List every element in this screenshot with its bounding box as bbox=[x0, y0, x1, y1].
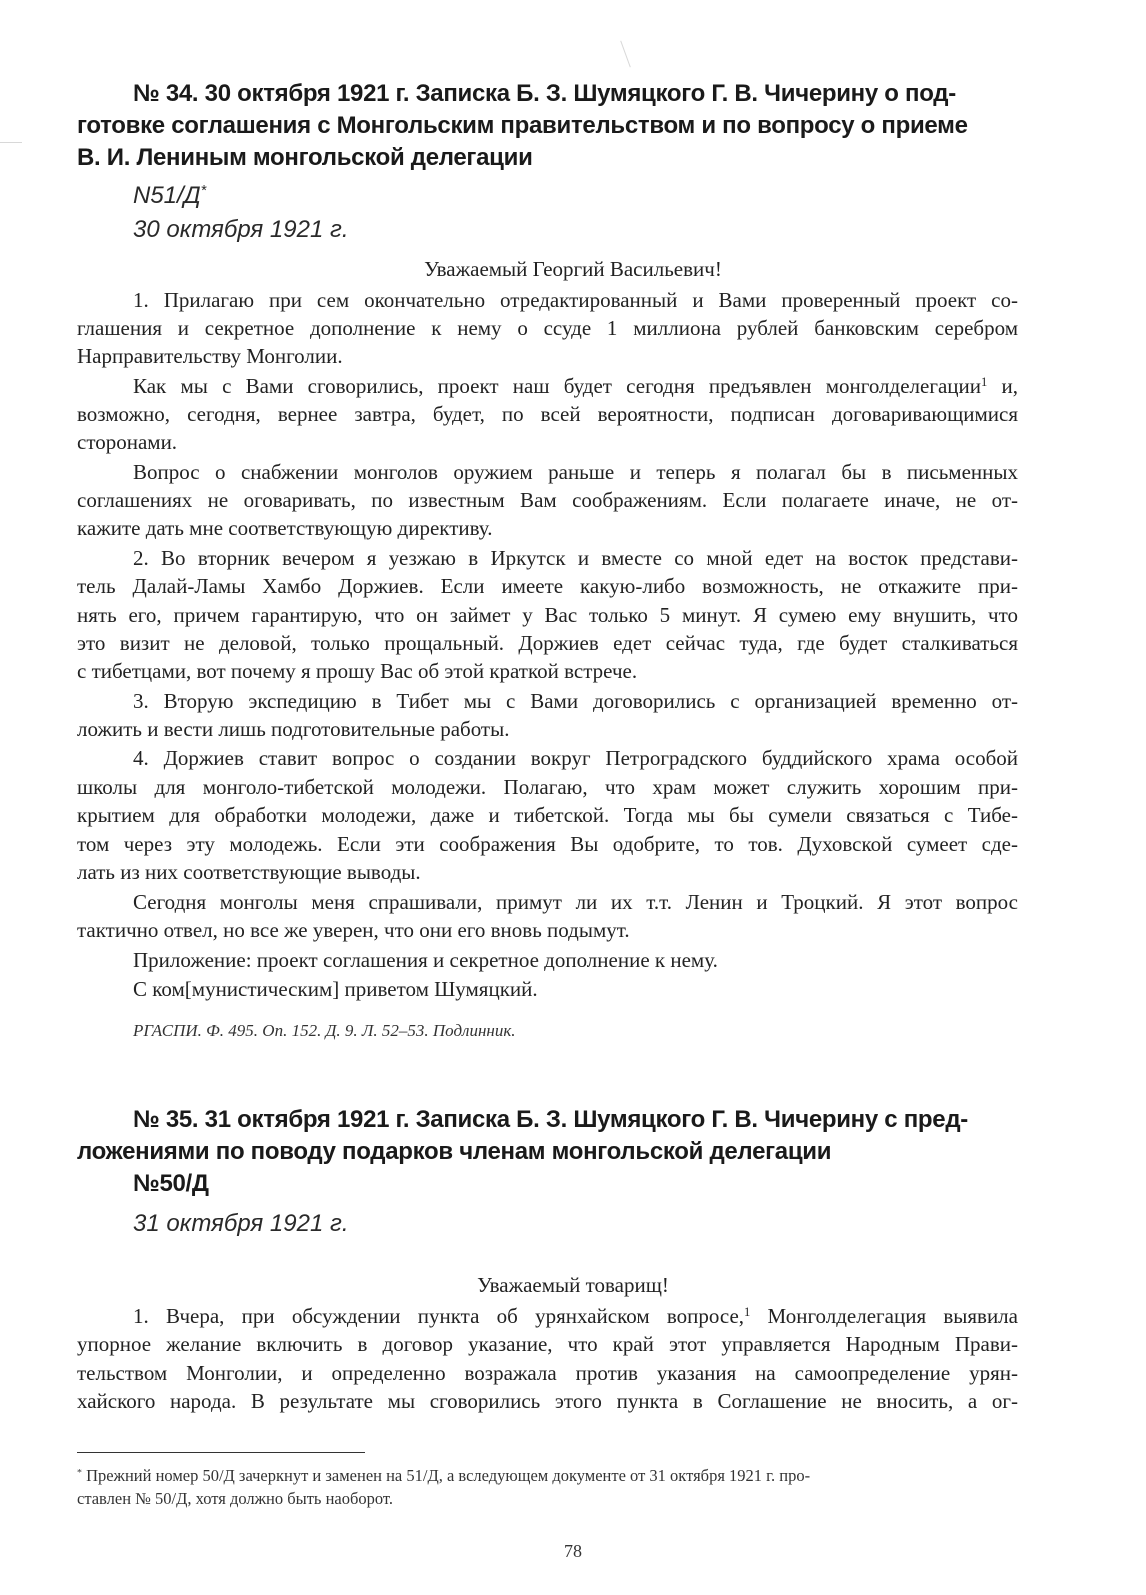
doc35-line-text: 1. Вчера, при обсуждении пункта об урянхайском вопросе, bbox=[133, 1304, 745, 1328]
doc35-line: хайского народа. В результате мы сговорились этого пункта в Соглашение не вносить, а ог- bbox=[77, 1389, 1018, 1413]
doc34-line: тактично отвел, но все же уверен, что они его вновь подымут. bbox=[77, 918, 630, 942]
footnote-ref-mark: * bbox=[200, 183, 207, 200]
footnote-text: Прежний номер 50/Д зачеркнут и заменен на 51/Д, а вследующем документе от 31 октября 1921 г. про- bbox=[81, 1466, 811, 1485]
footnote-mark: * bbox=[77, 1467, 82, 1479]
doc35-number: №50/Д bbox=[133, 1170, 209, 1197]
doc34-line: том через эту молодежь. Если эти соображения Вы одобрите, то тов. Духовской сумеет сде- bbox=[77, 832, 1018, 856]
doc35-heading-line-2: ложениями по поводу подарков членам монгольской делегации bbox=[77, 1138, 832, 1165]
doc34-line: лать из них соответствующие выводы. bbox=[77, 860, 421, 884]
doc34-signature: С ком[мунистическим] приветом Шумяцкий. bbox=[133, 977, 538, 1001]
doc34-number-text: N51/Д bbox=[133, 182, 201, 209]
doc35-heading-line-1: № 35. 31 октября 1921 г. Записка Б. З. Шумяцкого Г. В. Чичерину с пред- bbox=[133, 1106, 968, 1133]
doc34-line: глашения и секретное дополнение к нему о ссуде 1 миллиона рублей банковским серебром bbox=[77, 316, 1018, 340]
doc34-greeting: Уважаемый Георгий Васильевич! bbox=[424, 257, 722, 281]
doc35-greeting: Уважаемый товарищ! bbox=[477, 1273, 669, 1297]
scan-artifact bbox=[620, 41, 631, 68]
footnote-ref-1: 1 bbox=[980, 375, 988, 390]
doc34-line: ложить и вести лишь подготовительные работы. bbox=[77, 717, 510, 741]
doc34-line: сторонами. bbox=[77, 430, 178, 454]
doc34-number bbox=[133, 182, 206, 210]
doc35-date: 31 октября 1921 г. bbox=[133, 1210, 349, 1237]
doc34-line: с тибетцами, вот почему я прошу Вас об этой краткой встрече. bbox=[77, 659, 638, 683]
doc34-line: это визит не деловой, только прощальный. Доржиев едет сейчас туда, где будет сталкиваться bbox=[77, 631, 1018, 655]
doc34-line: крытием для обработки молодежи, даже и тибетской. Тогда мы бы сумели связаться с Тибе- bbox=[77, 803, 1018, 827]
doc34-line: соглашениях не оговаривать, по известным Вам соображениям. Если полагаете иначе, не от- bbox=[77, 488, 1018, 512]
doc34-line: кажите дать мне соответствующую директиву. bbox=[77, 516, 493, 540]
doc34-line-text: Как мы с Вами сговорились, проект наш будет сегодня предъявлен монголделегации bbox=[133, 374, 981, 398]
doc34-line: нять его, причем гарантирую, что он займет у Вас только 5 минут. Я сумею ему внушить, что bbox=[77, 603, 1018, 627]
footnote-separator bbox=[77, 1452, 365, 1453]
doc34-date: 30 октября 1921 г. bbox=[133, 216, 349, 243]
footnote-line-2: ставлен № 50/Д, хотя должно быть наоборот. bbox=[77, 1489, 393, 1508]
scan-artifact bbox=[0, 142, 22, 143]
doc34-line: возможно, сегодня, вернее завтра, будет, по всей вероятности, подписан договаривающимися bbox=[77, 402, 1018, 426]
doc34-line: 4. Доржиев ставит вопрос о создании вокруг Петроградского буддийского храма особой bbox=[133, 746, 1018, 770]
doc34-attachment: Приложение: проект соглашения и секретное дополнение к нему. bbox=[133, 948, 718, 972]
doc34-heading-line-3: В. И. Лениным монгольской делегации bbox=[77, 144, 533, 171]
doc35-line: упорное желание включить в договор указание, что край этот управляется Народным Прави- bbox=[77, 1332, 1018, 1356]
doc35-line bbox=[133, 1304, 1018, 1329]
doc34-line: 2. Во вторник вечером я уезжаю в Иркутск и вместе со мной едет на восток представи- bbox=[133, 546, 1018, 570]
doc35-line-text: Монголделегация выявила bbox=[750, 1304, 1018, 1328]
doc34-line: 1. Прилагаю при сем окончательно отредактированный и Вами проверенный проект со- bbox=[133, 288, 1018, 312]
doc34-line bbox=[133, 374, 1018, 399]
footnote-line-1 bbox=[77, 1466, 810, 1486]
doc34-line-tail: и, bbox=[987, 374, 1018, 398]
doc34-archive-source: РГАСПИ. Ф. 495. Оп. 152. Д. 9. Л. 52–53. Подлинник. bbox=[133, 1021, 516, 1040]
footnote-ref-1: 1 bbox=[744, 1305, 751, 1320]
doc34-line: Нарправительству Монголии. bbox=[77, 344, 343, 368]
page-number: 78 bbox=[564, 1541, 582, 1561]
doc34-line: школы для монголо-тибетской молодежи. Полагаю, что храм может служить хорошим при- bbox=[77, 775, 1018, 799]
doc34-heading-line-1: № 34. 30 октября 1921 г. Записка Б. З. Шумяцкого Г. В. Чичерину о под- bbox=[133, 80, 956, 107]
doc34-line: тель Далай-Ламы Хамбо Доржиев. Если имеете какую-либо возможность, не откажите при- bbox=[77, 574, 1018, 598]
doc34-line: Вопрос о снабжении монголов оружием раньше и теперь я полагал бы в письменных bbox=[133, 460, 1018, 484]
doc34-line: 3. Вторую экспедицию в Тибет мы с Вами договорились с организацией временно от- bbox=[133, 689, 1018, 713]
doc34-heading-line-2: готовке соглашения с Монгольским правительством и по вопросу о приеме bbox=[77, 112, 968, 139]
doc34-line: Сегодня монголы меня спрашивали, примут ли их т.т. Ленин и Троцкий. Я этот вопрос bbox=[133, 890, 1018, 914]
doc35-line: тельством Монголии, и определенно возражала против указания на самоопределение урян- bbox=[77, 1361, 1018, 1385]
